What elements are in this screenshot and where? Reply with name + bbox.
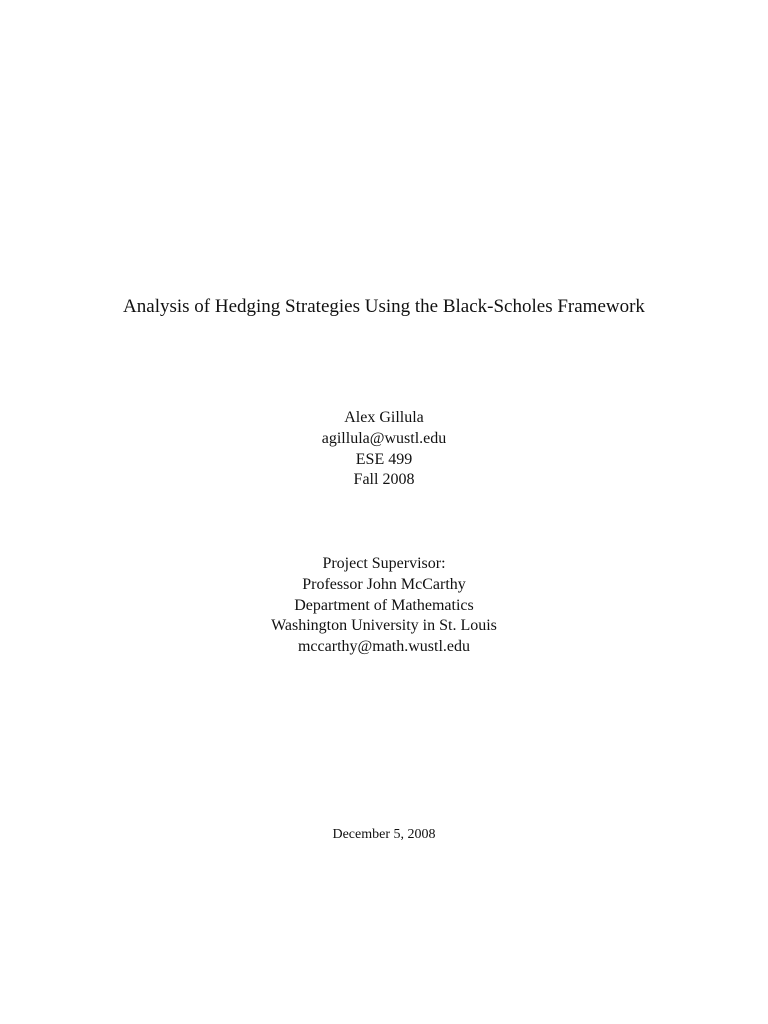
course-number: ESE 499 [355, 450, 413, 468]
supervisor-institution: Washington University in St. Louis [271, 617, 497, 635]
term: Fall 2008 [353, 471, 415, 489]
document-title: Analysis of Hedging Strategies Using the Black-Scholes Framework [123, 296, 645, 317]
supervisor-email: mccarthy@math.wustl.edu [297, 638, 471, 656]
supervisor-department: Department of Mathematics [294, 596, 474, 614]
author-block [0, 408, 768, 491]
supervisor-name: Professor John McCarthy [302, 575, 466, 593]
author-email: agillula@wustl.edu [321, 429, 447, 447]
supervisor-block [0, 554, 768, 658]
author-name: Alex Gillula [344, 409, 424, 426]
supervisor-heading: Project Supervisor: [322, 555, 446, 572]
document-date: December 5, 2008 [332, 827, 436, 842]
